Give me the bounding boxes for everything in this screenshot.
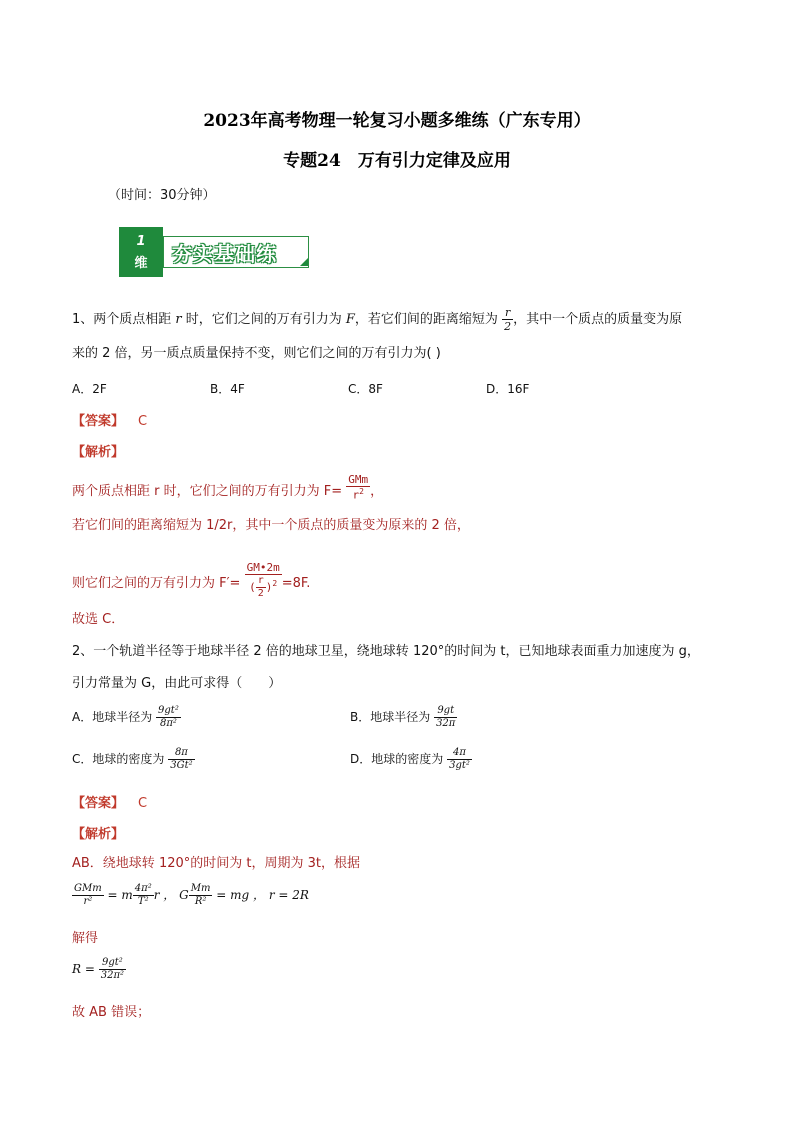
- q1-answer: [72, 410, 147, 429]
- q1-answer-label: 【答案】: [72, 414, 125, 429]
- q1-option-a: A．2F: [72, 382, 107, 396]
- q2-option-b-fraction: [434, 706, 457, 729]
- q1-solution-line1: [72, 473, 384, 505]
- q2-eq-g-num: Mm: [190, 883, 211, 894]
- q2-eq-left-den: r²: [83, 896, 93, 907]
- q1-option-b: B．4F: [210, 382, 245, 396]
- q2-radius-result: [72, 958, 126, 981]
- q2-eq-left-fraction: [72, 884, 104, 907]
- q1-sol3-fraction: GM•2m ( $\frac{r}{2}$ )$^2$: [246, 561, 280, 599]
- q2-option-a-num: 9gt²: [158, 705, 179, 716]
- q1-stem-d: ，其中一个质点的质量变为原: [513, 312, 683, 327]
- q1-option-d: D．16F: [486, 382, 530, 396]
- q2-eq-g-fraction: [189, 884, 213, 907]
- q2-answer-label: 【答案】: [72, 796, 125, 811]
- q1-sol3-exp: 2: [272, 578, 278, 588]
- q1-sol3-inner-den: 2: [257, 588, 264, 599]
- q1-sol1-exp: 2: [359, 487, 364, 496]
- q2-option-c-fraction: [168, 748, 194, 771]
- q2-eq-G: G: [179, 888, 189, 902]
- q1-analysis-label: 【解析】: [72, 445, 125, 460]
- q2-eq-mid-den: T²: [137, 896, 149, 907]
- topic-title: 专题24 万有引力定律及应用: [283, 151, 511, 171]
- q2-equation: [72, 884, 309, 907]
- q2-answer-value: C: [138, 796, 148, 811]
- q1-sol3-text: 则它们之间的万有引力为 F′=: [72, 576, 241, 591]
- q2-eq-mid-num: 4π²: [134, 883, 152, 894]
- q1-sol3-num: GM•2m: [246, 561, 280, 574]
- time-limit: （时间：30分钟）: [108, 188, 216, 203]
- q2-option-d-label: D．地球的密度为: [350, 752, 444, 766]
- q1-stem-a: 1、两个质点相距: [72, 312, 176, 327]
- q1-stem-line2: 来的 2 倍，另一质点质量保持不变，则它们之间的万有引力为( ): [72, 346, 441, 361]
- q1-option-c: C．8F: [348, 382, 383, 396]
- q1-stem-b: 时，它们之间的万有引力为: [181, 312, 346, 327]
- q1-solution-line4: 故选 C．: [72, 612, 125, 627]
- q2-option-c-num: 8π: [168, 748, 194, 760]
- document-title: 2023年高考物理一轮复习小题多维练（广东专用）: [203, 111, 591, 131]
- q2-radius-den: 32π²: [100, 970, 125, 981]
- level-badge: [119, 227, 163, 277]
- q1-stem-line1: [72, 307, 682, 332]
- q1-fraction: [502, 307, 513, 332]
- q1-sol3-tail: =8F.: [281, 576, 311, 591]
- q2-eq-mg: = mg ，: [216, 888, 266, 902]
- q2-option-a: [72, 706, 181, 729]
- q2-option-d-num: 4π: [447, 748, 472, 760]
- q2-option-b-den: 32π: [436, 718, 456, 729]
- q2-eq-r2R: r = 2R: [268, 888, 309, 902]
- banner-corner-mark: [300, 258, 308, 266]
- q2-option-c: [72, 748, 195, 771]
- q1-sol3-inner-num: r: [257, 575, 264, 586]
- q2-stem-line2: 引力常量为 G，由此可求得（ ）: [72, 676, 282, 691]
- q2-eq-mid-fraction: [133, 884, 154, 907]
- q2-radius-label: R =: [72, 962, 95, 976]
- q2-option-c-den: 3Gt²: [170, 760, 193, 771]
- q1-var-r: r: [175, 312, 182, 327]
- q2-solve-label: 解得: [72, 931, 99, 946]
- q1-solution-line2: 若它们间的距离缩短为 1/2r，其中一个质点的质量变为原来的 2 倍，: [72, 518, 470, 533]
- badge-number: 1: [136, 234, 146, 249]
- q1-solution-line3: [72, 561, 311, 602]
- q2-option-d-fraction: [447, 748, 472, 771]
- q2-solution-line1: AB．绕地球转 120°的时间为 t，周期为 3t，根据: [72, 856, 360, 871]
- q2-eq-g-den: R²: [194, 896, 207, 907]
- q2-conclusion: 故 AB 错误；: [72, 1005, 151, 1020]
- q2-option-b-num: 9gt: [434, 706, 457, 718]
- q1-frac-num: r: [502, 307, 513, 320]
- q2-option-d-den: 3gt²: [449, 760, 470, 771]
- q1-stem-c: ，若它们间的距离缩短为: [354, 312, 498, 327]
- q2-radius-num: 9gt²: [99, 958, 126, 970]
- q2-answer: [72, 792, 147, 811]
- q2-radius-fraction: [99, 958, 126, 981]
- q1-var-F: F: [345, 312, 355, 327]
- q2-eq-equals: = m: [107, 888, 133, 902]
- badge-label: 维: [134, 256, 148, 271]
- q2-analysis-label: 【解析】: [72, 827, 125, 842]
- q2-option-d: [350, 748, 472, 771]
- q2-option-b-label: B．地球半径为: [350, 710, 431, 724]
- q1-sol1-den: r: [352, 488, 360, 502]
- q2-option-c-label: C．地球的密度为: [72, 752, 165, 766]
- q1-answer-value: C: [138, 414, 148, 429]
- q2-stem-line1: 2、一个轨道半径等于地球半径 2 倍的地球卫星，绕地球转 120°的时间为 t，已知地球表面重力加速度为 g，: [72, 644, 700, 659]
- q1-frac-den: 2: [504, 320, 512, 333]
- q1-sol1-tail: ，: [370, 483, 384, 499]
- q1-sol1-fraction: [346, 474, 370, 501]
- q2-eq-r: r ，: [153, 888, 176, 902]
- q1-sol1-text: 两个质点相距 r 时，它们之间的万有引力为 F=: [72, 483, 343, 499]
- q2-eq-left-num: GMm: [74, 883, 102, 894]
- q1-sol1-num: GMm: [348, 473, 369, 486]
- section-banner-title: 夯实基础练: [172, 242, 277, 266]
- q2-option-b: [350, 706, 457, 729]
- q2-option-a-label: A．地球半径为: [72, 710, 153, 724]
- q2-option-a-fraction: [156, 706, 181, 729]
- q2-option-a-den: 8π²: [159, 718, 177, 729]
